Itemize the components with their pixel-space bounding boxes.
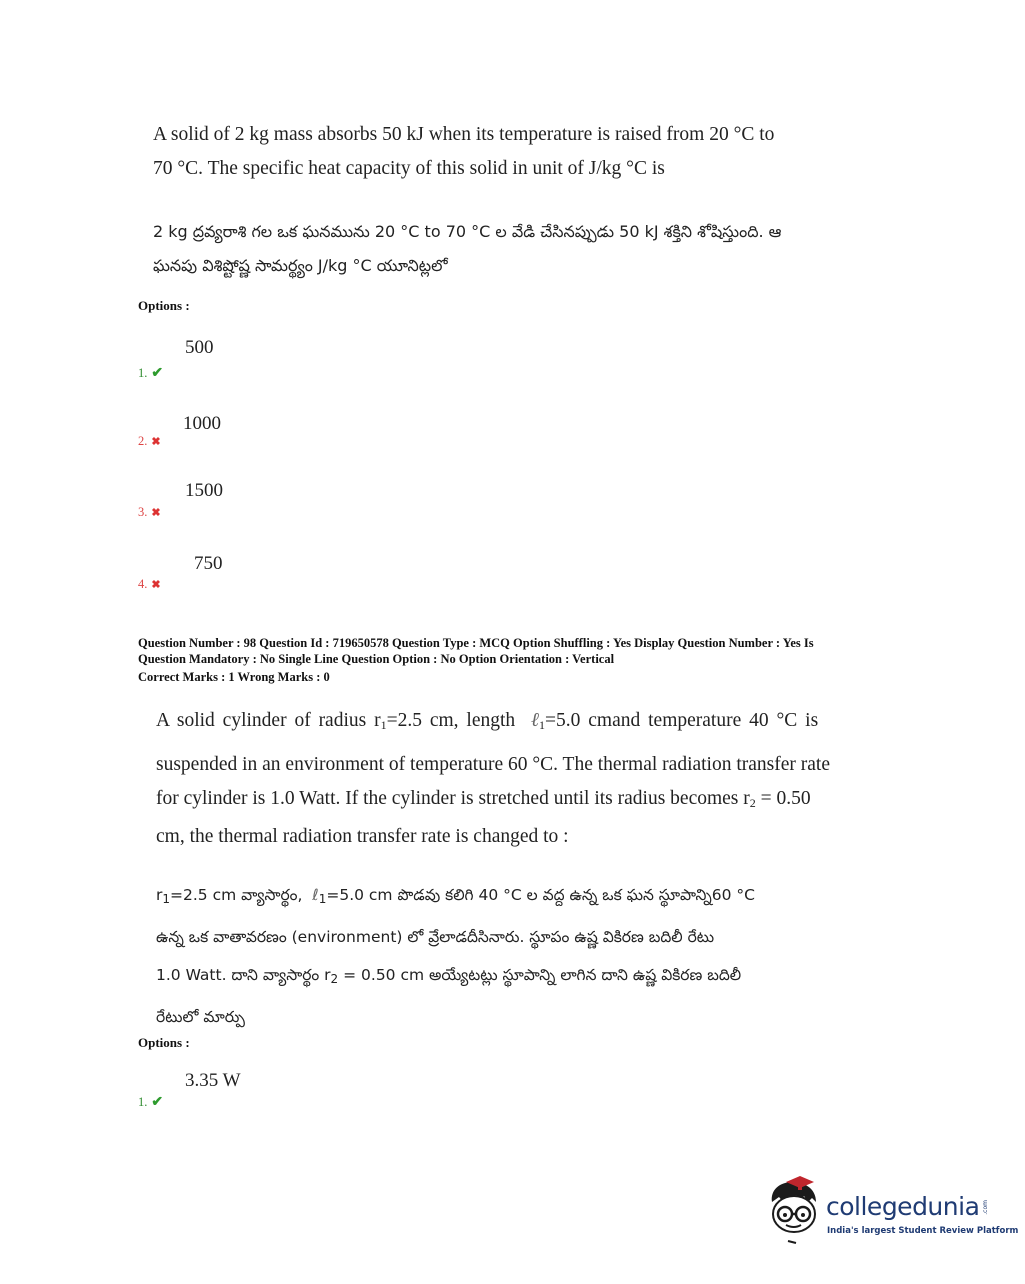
q98-option-1-marker bbox=[138, 1094, 163, 1111]
q98-english-line-2: suspended in an environment of temperature 60 °C. The thermal radiation transfer rate bbox=[156, 754, 830, 775]
cross-icon: ✖ bbox=[151, 507, 161, 519]
brand-dotcom: .com bbox=[982, 1200, 989, 1215]
q97-english-text bbox=[153, 118, 853, 186]
q97-option-3-value[interactable]: 1500 bbox=[185, 480, 223, 501]
q97-option-4-value[interactable]: 750 bbox=[194, 553, 223, 574]
q97-options-label: Options : bbox=[138, 298, 190, 313]
q97-option-1-marker bbox=[138, 365, 163, 382]
q97-english-line-2: 70 °C. The specific heat capacity of this solid in unit of J/kg °C is bbox=[153, 158, 665, 179]
q98-english-line-1: A solid cylinder of radius $r_1=2.5$ cm, length ℓ$_1$=5.0 cmand temperature 40 °C is bbox=[156, 710, 819, 732]
check-icon: ✔ bbox=[151, 366, 164, 381]
q97-telugu-line-2: ఘనపు విశిష్టోష్ణ సామర్థ్యం J/kg °C యూనిట్లలో bbox=[153, 256, 448, 275]
q98-metadata bbox=[138, 636, 898, 686]
collegedunia-logo[interactable] bbox=[764, 1176, 1019, 1248]
q98-options-label: Options : bbox=[138, 1035, 190, 1050]
q97-option-3-marker bbox=[138, 505, 161, 520]
option-number: 2. bbox=[138, 434, 148, 448]
q97-option-2-marker bbox=[138, 434, 161, 449]
q98-english-line-4: cm, the thermal radiation transfer rate is changed to : bbox=[156, 826, 569, 847]
q98-english-text bbox=[156, 704, 856, 854]
q97-english-line-1: A solid of 2 kg mass absorbs 50 kJ when its temperature is raised from 20 °C to bbox=[153, 124, 775, 145]
q97-option-1-value[interactable]: 500 bbox=[185, 337, 214, 358]
q97-option-2-value[interactable]: 1000 bbox=[183, 413, 221, 434]
q98-meta-line-2: Question Mandatory : No Single Line Question Option : No Option Orientation : Vertical bbox=[138, 651, 615, 666]
q97-telugu-line-1: 2 kg ద్రవ్యరాశి గల ఒక ఘనమును 20 °C to 70 °C ల వేడి చేసినప్పుడు 50 kJ శక్తిని శోషిస్తుంది. ఆ bbox=[153, 222, 782, 241]
q98-option-1-value[interactable]: 3.35 W bbox=[185, 1070, 241, 1091]
ell-symbol: ℓ bbox=[530, 710, 540, 731]
q98-telugu-text bbox=[156, 876, 856, 1036]
q97-telugu-text bbox=[153, 215, 863, 283]
q97-option-4-marker bbox=[138, 577, 161, 592]
ell-symbol: ℓ bbox=[312, 886, 319, 904]
q98-telugu-line-4: రేటులో మార్పు bbox=[156, 1008, 245, 1026]
q98-english-line-3: for cylinder is 1.0 Watt. If the cylinder is stretched until its radius becomes $r_2 = 0.50$ bbox=[156, 788, 811, 810]
q98-telugu-line-1: $r_1=2.5$ cm వ్యాసార్థం, ℓ$_1$=5.0 cm పొడవు కలిగి 40 °C ల వద్ద ఉన్న ఒక ఘన స్థూపాన్ని60 °C bbox=[156, 886, 755, 906]
brand-tagline: India's largest Student Review Platform bbox=[827, 1226, 1019, 1236]
option-number: 1. bbox=[138, 1095, 148, 1109]
option-number: 1. bbox=[138, 366, 148, 380]
check-icon: ✔ bbox=[151, 1095, 164, 1110]
option-number: 4. bbox=[138, 577, 148, 591]
q98-telugu-line-3: 1.0 Watt. దాని వ్యాసార్థం $r_2 = 0.50$ cm అయ్యేటట్లు స్థూపాన్ని లాగిన దాని ఉష్ణ వికిరణ బదిలీ bbox=[156, 966, 742, 986]
cross-icon: ✖ bbox=[151, 436, 161, 448]
brand-name: collegedunia bbox=[826, 1192, 980, 1221]
q98-telugu-line-2: ఉన్న ఒక వాతావరణం (environment) లో వ్రేలాడదీసినారు. స్థూపం ఉష్ణ వికిరణ బదిలీ రేటు bbox=[156, 928, 715, 946]
q98-meta-line-1: Question Number : 98 Question Id : 719650578 Question Type : MCQ Option Shuffling : Yes Display Question Number : Yes Is bbox=[138, 636, 814, 650]
cross-icon: ✖ bbox=[151, 579, 161, 591]
q98-meta-line-3: Correct Marks : 1 Wrong Marks : 0 bbox=[138, 670, 330, 684]
option-number: 3. bbox=[138, 505, 148, 519]
mascot-icon bbox=[764, 1176, 824, 1248]
